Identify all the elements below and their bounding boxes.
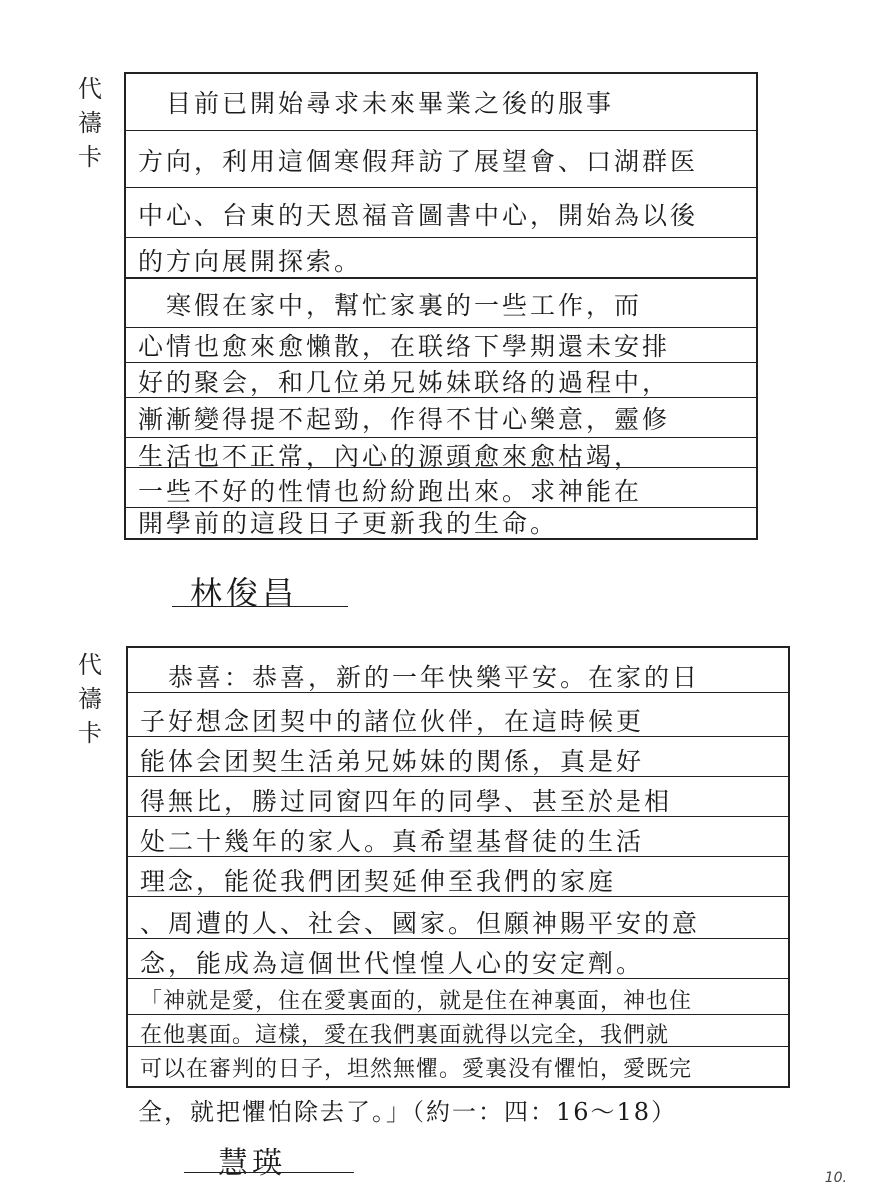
card2-line-10: 在他裏面。這樣，愛在我們裏面就得以完全，我們就 <box>140 1023 670 1048</box>
signature-1: 林俊昌 <box>190 574 299 612</box>
card2-line-4: 得無比，勝过同窗四年的同學、甚至於是相 <box>140 787 673 816</box>
card2-line-3: 能体会团契生活弟兄姊妹的関係，真是好 <box>140 747 645 776</box>
card2-trailing-line: 全，就把懼怕除去了。」（約一：四：16～18） <box>138 1098 678 1126</box>
card2-line-9: 「神就是愛，住在愛裏面的，就是住在神裏面，神也住 <box>140 989 693 1014</box>
card1-line-1: 目前已開始尋求未來畢業之後的服事 <box>138 89 615 118</box>
card2-line-5: 处二十幾年的家人。真希望基督徒的生活 <box>140 827 645 856</box>
card1-line-5: 寒假在家中，幫忙家裏的一些工作，而 <box>138 291 643 320</box>
signature-2: 慧瑛 <box>218 1146 286 1181</box>
prayer-card-label-1: 代禱卡 <box>78 75 102 171</box>
prayer-card-2 <box>126 646 790 1088</box>
card2-line-8: 念，能成為這個世代惶惶人心的安定劑。 <box>140 949 645 978</box>
card1-line-8: 漸漸變得提不起勁，作得不甘心樂意，靈修 <box>138 405 671 434</box>
prayer-card-1 <box>124 72 758 540</box>
card1-line-7: 好的聚会，和几位弟兄姊妹联络的過程中， <box>138 368 671 397</box>
card2-line-2: 子好想念团契中的諸位伙伴，在這時候更 <box>140 707 645 736</box>
prayer-card-label-2: 代禱卡 <box>78 651 102 747</box>
page-number: 10. <box>824 1170 847 1186</box>
card1-line-10: 一些不好的性情也紛紛跑出來。求神能在 <box>138 477 643 506</box>
card1-line-9: 生活也不正常，內心的源頭愈來愈枯竭， <box>138 442 643 471</box>
card2-line-6: 理念，能從我們团契延伸至我們的家庭 <box>140 867 617 896</box>
card1-line-4: 的方向展開探索。 <box>138 247 363 276</box>
card1-line-3: 中心、台東的天恩福音圖書中心，開始為以後 <box>138 201 699 230</box>
signature-1-underline <box>172 606 348 607</box>
card2-line-11: 可以在審判的日子，坦然無懼。愛裏没有懼怕，愛既完 <box>140 1057 693 1082</box>
card1-line-11: 開學前的這段日子更新我的生命。 <box>138 509 559 538</box>
card1-line-2: 方向，利用這個寒假拜訪了展望會、口湖群医 <box>138 147 699 176</box>
card2-line-7: 、周遭的人、社会、國家。但願神賜平安的意 <box>140 909 701 938</box>
card1-line-6: 心情也愈來愈懶散，在联络下學期還未安排 <box>138 332 671 361</box>
card2-line-1: 恭喜：恭喜，新的一年快樂平安。在家的日 <box>140 663 701 692</box>
signature-2-underline <box>184 1172 354 1173</box>
